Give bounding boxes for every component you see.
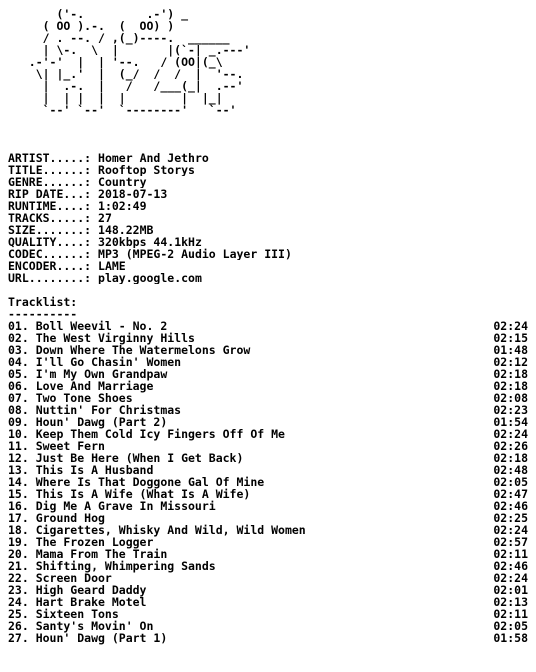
track-duration: 02:24 [493,571,528,585]
track-title: 14. Where Is That Doggone Gal Of Mine [8,475,265,489]
info-row [8,188,532,200]
info-value: 27 [98,212,112,224]
info-value: LAME [98,260,126,272]
track-duration: 02:01 [493,583,528,597]
spacer [8,140,532,152]
track-duration: 02:25 [493,511,528,525]
info-label: ENCODER....: [8,260,92,272]
info-label: RUNTIME....: [8,200,92,212]
track-duration: 02:11 [493,547,528,561]
track-duration: 02:48 [493,463,528,477]
track-title: 01. Boll Weevil - No. 2 [8,319,168,333]
track-title: 20. Mama From The Train [8,547,168,561]
track-duration: 02:24 [493,523,528,537]
track-row [8,632,528,644]
track-duration: 01:54 [493,415,528,429]
track-duration: 02:18 [493,367,528,381]
ascii-art-logo: ('-. .-') _ ( OO ).-. ( OO) ) / . --. / ,(_)----. ______ | \-. \ | |(`-| _.---' .-'-' | | '--. / (OO|(_\ \| |_.' | (_/ / / | '--. | .-. | / /___(_| .--' | | | | | | |_| `--' `--' `--------' `--' [28,8,251,117]
track-duration: 01:58 [493,631,528,645]
info-value: play.google.com [98,272,202,284]
track-duration: 02:15 [493,331,528,345]
info-label: ARTIST.....: [8,152,92,164]
track-duration: 02:13 [493,595,528,609]
track-duration: 02:24 [493,319,528,333]
info-row [8,200,532,212]
track-title: 27. Houn' Dawg (Part 1) [8,631,168,645]
info-value: 1:02:49 [98,200,147,212]
tracklist-heading: Tracklist: [8,296,78,308]
track-duration: 02:12 [493,355,528,369]
track-title: 22. Screen Door [8,571,112,585]
info-label: TRACKS.....: [8,212,92,224]
track-duration: 02:05 [493,475,528,489]
track-duration: 02:57 [493,535,528,549]
info-row [8,164,532,176]
nfo-document [8,8,532,644]
track-title: 16. Dig Me A Grave In Missouri [8,499,216,513]
track-duration: 02:46 [493,559,528,573]
track-title: 18. Cigarettes, Whisky And Wild, Wild Women [8,523,306,537]
info-label: RIP DATE...: [8,188,92,200]
tracklist [8,320,532,644]
spacer [8,284,532,296]
info-row [8,152,532,164]
track-duration: 02:08 [493,391,528,405]
track-title: 24. Hart Brake Motel [8,595,147,609]
track-title: 26. Santy's Movin' On [8,619,154,633]
info-value: Country [98,176,147,188]
info-label: QUALITY....: [8,236,92,248]
track-duration: 02:05 [493,619,528,633]
info-row [8,224,532,236]
info-label: URL........: [8,272,92,284]
track-title: 12. Just Be Here (When I Get Back) [8,451,244,465]
track-title: 13. This Is A Husband [8,463,154,477]
track-title: 17. Ground Hog [8,511,105,525]
track-duration: 02:26 [493,439,528,453]
info-label: TITLE......: [8,164,92,176]
info-row [8,260,532,272]
tracklist-rule: ---------- [8,308,78,320]
track-duration: 02:11 [493,607,528,621]
track-title: 06. Love And Marriage [8,379,154,393]
info-value: 148.22MB [98,224,154,236]
info-row [8,212,532,224]
info-label: GENRE......: [8,176,92,188]
release-info [8,152,532,284]
track-title: 15. This Is A Wife (What Is A Wife) [8,487,251,501]
track-title: 25. Sixteen Tons [8,607,119,621]
info-label: SIZE.......: [8,224,92,236]
track-title: 04. I'll Go Chasin' Women [8,355,182,369]
track-title: 19. The Frozen Logger [8,535,154,549]
track-title: 03. Down Where The Watermelons Grow [8,343,251,357]
track-duration: 02:46 [493,499,528,513]
track-title: 10. Keep Them Cold Icy Fingers Off Of Me [8,427,285,441]
info-row [8,272,532,284]
track-duration: 02:23 [493,403,528,417]
track-title: 08. Nuttin' For Christmas [8,403,182,417]
track-title: 05. I'm My Own Grandpaw [8,367,168,381]
info-label: CODEC......: [8,248,92,260]
track-duration: 01:48 [493,343,528,357]
track-title: 07. Two Tone Shoes [8,391,133,405]
track-duration: 02:47 [493,487,528,501]
info-value: Rooftop Storys [98,164,195,176]
info-value: Homer And Jethro [98,152,209,164]
track-duration: 02:24 [493,427,528,441]
info-value: MP3 (MPEG-2 Audio Layer III) [98,248,292,260]
track-title: 11. Sweet Fern [8,439,105,453]
info-row [8,248,532,260]
info-row [8,236,532,248]
track-title: 21. Shifting, Whimpering Sands [8,559,216,573]
track-title: 09. Houn' Dawg (Part 2) [8,415,168,429]
track-duration: 02:18 [493,379,528,393]
track-title: 02. The West Virginny Hills [8,331,195,345]
info-value: 320kbps 44.1kHz [98,236,202,248]
track-duration: 02:18 [493,451,528,465]
info-value: 2018-07-13 [98,188,168,200]
track-title: 23. High Geard Daddy [8,583,147,597]
info-row [8,176,532,188]
